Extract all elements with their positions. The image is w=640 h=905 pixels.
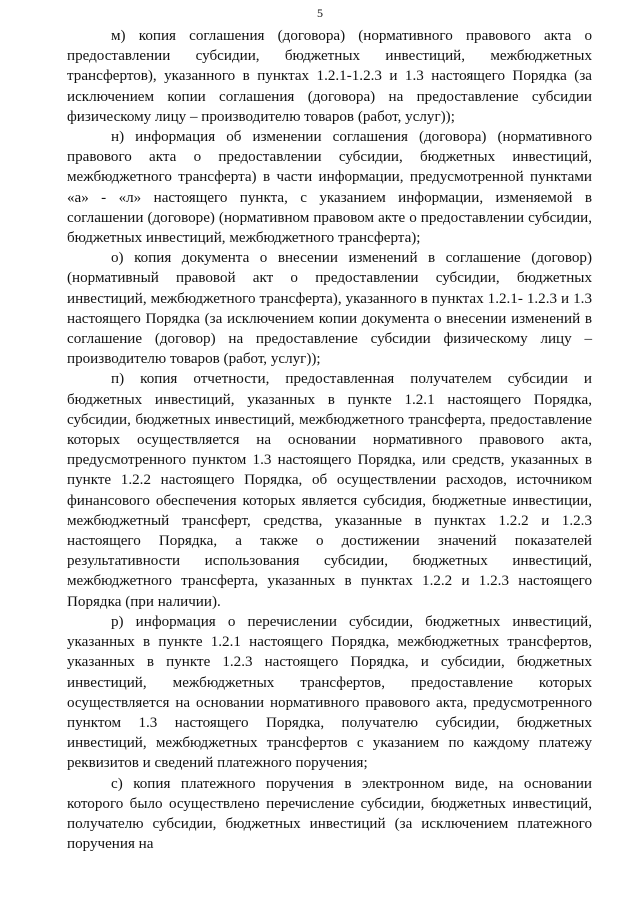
paragraph-p: п) копия отчетности, предоставленная получателем субсидии и бюджетных инвестиций, указанных в пункте 1.2.1 настоящего Порядка, субсидии, бюджетных инвестиций, межбюджетного трансферта, предоставление которых осуществляется на основании нормативного правового акта, предусмотренного пунктом 1.3 настоящего Порядка, или средств, указанных в пункте 1.2.2 настоящего Порядка, об осуществлении расходов, источником финансового обеспечения которых является субсидия, бюджетные инвестиции, межбюджетный трансферт, средства, указанные в пунктах 1.2.2 и 1.2.3 настоящего Порядка, а также о достижении значений показателей результативности использования субсидии, бюджетных инвестиций, межбюджетного трансферта, указанных в пунктах 1.2.2 и 1.2.3 настоящего Порядка (при наличии).	[67, 371, 592, 610]
document-body	[67, 26, 592, 854]
paragraph-s: с) копия платежного поручения в электронном виде, на основании которого было осуществлено перечисление субсидии, бюджетных инвестиций, получателю субсидии, бюджетных инвестиций (за исключением платежного поручения на	[67, 775, 592, 853]
paragraph-r: р) информация о перечислении субсидии, бюджетных инвестиций, указанных в пункте 1.2.1 настоящего Порядка, межбюджетных трансфертов, указанных в пункте 1.2.3 настоящего Порядка, и субсидии, бюджетных инвестиций, межбюджетных трансфертов, предоставление которых осуществляется на основании нормативного правового акта, предусмотренного пунктом 1.3 настоящего Порядка, получателю субсидии, бюджетных инвестиций, межбюджетных трансфертов с указанием по каждому платежу реквизитов и сведений платежного поручения;	[67, 613, 592, 772]
paragraph-o: о) копия документа о внесении изменений в соглашение (договор) (нормативный правовой акт о предоставлении субсидии, бюджетных инвестиций, межбюджетного трансферта), указанного в пунктах 1.2.1- 1.2.3 и 1.3 настоящего Порядка (за исключением копии документа о внесении изменений в соглашение (договор) на предоставление субсидии физическому лицу – производителю товаров (работ, услуг));	[67, 250, 592, 368]
paragraph-n: н) информация об изменении соглашения (договора) (нормативного правового акта о предоставлении субсидии, бюджетных инвестиций, межбюджетного трансферта) в части информации, предусмотренной пунктами «а» - «л» настоящего пункта, с указанием информации, изменяемой в соглашении (договоре) (нормативном правовом акте о предоставлении субсидии, бюджетных инвестиций, межбюджетного трансферта);	[67, 129, 592, 247]
page-number: 5	[317, 6, 323, 20]
paragraph-m: м) копия соглашения (договора) (нормативного правового акта о предоставлении субсидии, бюджетных инвестиций, межбюджетных трансфертов), указанного в пунктах 1.2.1-1.2.3 и 1.3 настоящего Порядка (за исключением копии соглашения (договора) на предоставление субсидии физическому лицу – производителю товаров (работ, услуг));	[67, 28, 592, 125]
